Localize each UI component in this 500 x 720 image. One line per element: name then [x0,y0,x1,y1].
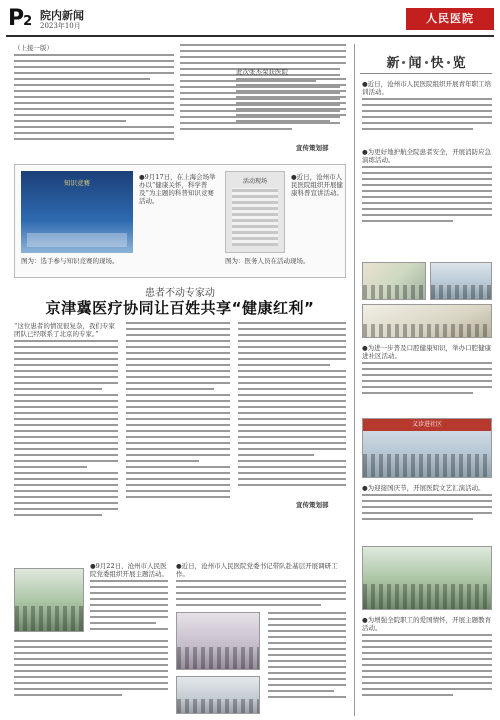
event-text-mid: ●9月17日，在上海会场举办以“健康关怀，科学普及”为主题的科普知识竞赛活动。 [139,173,216,205]
article-lead: 此次张杰荣获医院 [236,68,288,76]
digest-item-text: ●近日，沧州市人民医院组织开展青年职工培训活动。 [362,80,492,96]
article-lead: ●近日，沧州市人民医院党委书记带队赴基层开展调研工作。 [176,562,338,578]
article-lead: “这位患者的情况很复杂，我们专家团队已经联系了北京的专家。” [14,322,115,338]
digest-item-5 [362,616,492,700]
main-article-col-3 [238,322,346,490]
article-headline: 京津冀医疗协同让百姓共享“健康红利” [45,299,315,317]
bottom-mid-article [176,562,346,610]
news-digest-title: 新 闻 快 览 [360,52,492,74]
photo-caption: 知识竞赛 [64,179,90,187]
event-photo-right [225,171,285,253]
digest-item-2 [362,148,492,226]
bottom-left-article-cont [14,640,168,700]
issue-date: 2023年10月 [40,22,81,30]
article-author: 宣传策划部 [296,144,329,152]
top-left-article [14,44,174,144]
page-number: P2 [8,6,32,31]
digest-photo-4 [362,418,492,478]
activity-photo-2 [176,612,260,670]
digest-item-text: ●为进一步普及口腔健康知识，举办口腔健康进社区活动。 [362,344,492,360]
photo-banner: 义诊进社区 [363,419,491,431]
activity-photo-3 [176,676,260,714]
event-text-right: ●近日，沧州市人民医院组织开展健康科普宣讲活动。 [291,173,343,197]
digest-photo-3 [362,304,492,338]
article-author: 宣传策划部 [296,501,329,509]
event-photo-left [21,171,133,253]
photo-caption: 活动现场 [242,178,267,185]
section-title: 院内新闻 [40,9,84,22]
digest-item-3 [362,344,492,398]
top-right-article [236,44,346,126]
digest-item-1 [362,80,492,134]
page-header [6,4,494,36]
article-lead: ●9月22日，沧州市人民医院党委组织开展主题活动。 [90,562,168,578]
digest-item-text: ●为增强全院职工的爱国情怀，开展主题教育活动。 [362,616,492,632]
digest-item-text: ●为更好地护航全院患者安全，开展消防应急演练活动。 [362,148,492,164]
bottom-right-article [268,612,346,702]
event-photo-box [14,164,346,278]
digest-photo-5 [362,546,492,610]
digest-photo-1 [362,262,426,300]
digest-item-4 [362,484,492,524]
photo-caption-left: 图为：选手参与知识竞赛的现场。 [21,257,119,265]
header-rule [6,35,494,37]
bottom-left-article [90,562,168,634]
activity-photo-1 [14,568,84,632]
masthead-logo: 人民医院 [406,8,494,30]
digest-photo-2 [430,262,492,300]
photo-caption-right: 图为：医务人员在活动现场。 [225,257,310,265]
article-kicker: 患者不动专家动 [145,288,215,299]
main-article-col-1 [14,322,118,520]
article-lead: （上接一版） [14,44,53,52]
column-divider [354,44,355,716]
digest-item-text: ●为迎接国庆节，开展医院文艺汇演活动。 [362,484,485,492]
main-article-col-2 [126,322,230,502]
